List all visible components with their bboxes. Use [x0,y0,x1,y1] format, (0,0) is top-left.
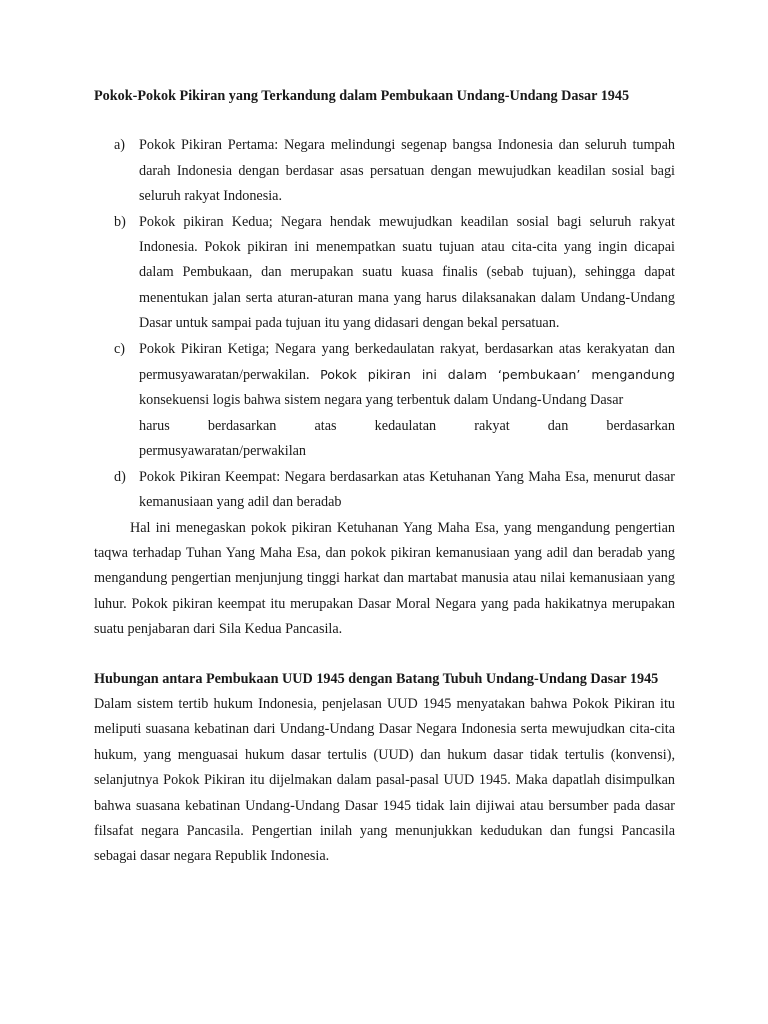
handwritten-text: Pokok pikiran ini dalam ‘pembukaan’ mengandung [320,367,675,383]
section-heading: Hubungan antara Pembukaan UUD 1945 dengan Batang Tubuh Undang-Undang Dasar 1945 [94,670,659,687]
list-marker: a) [114,137,126,154]
list-item-text: Pokok Pikiran Keempat: Negara berdasarkan atas Ketuhanan Yang Maha Esa, menurut dasar kemanusiaan yang adil dan beradab [139,468,675,511]
word: berdasarkan [207,417,277,434]
document-page [94,84,675,870]
justified-line [139,414,675,439]
list-item-text: konsekuensi logis bahwa sistem negara yang terbentuk dalam Undang-Undang Dasar [139,392,624,409]
word: kedaulatan [374,417,437,434]
word: rakyat [474,417,510,434]
list-marker: d) [114,468,126,485]
list-item [94,133,675,209]
list-item-text: Pokok Pikiran Pertama: Negara melindungi segenap bangsa Indonesia dan seluruh tumpah darah Indonesia dengan berdasar asas persatuan dengan mewujudkan keadilan sosial bagi seluruh rakyat Indonesia. [139,137,675,205]
list-item [94,210,675,337]
list-item [94,337,675,465]
document-title: Pokok-Pokok Pikiran yang Terkandung dalam Pembukaan Undang-Undang Dasar 1945 [94,88,630,104]
list-item-text: Pokok Pikiran Ketiga; Negara yang berkedaulatan rakyat, berdasarkan atas kerakyatan dan permusyawaratan/perwakilan. [139,340,675,384]
paragraph: Dalam sistem tertib hukum Indonesia, penjelasan UUD 1945 menyatakan bahwa Pokok Pikiran itu meliputi suasana kebatinan dari Undang-Undang Dasar Negara Indonesia serta mewujudkan cita-cita hukum, yang menguasai hukum dasar tertulis (UUD) dan hukum dasar tidak tertulis (konvensi), selanjutnya Pokok Pikiran itu dijelmakan dalam pasal-pasal UUD 1945. Maka dapatlah disimpulkan bahwa suasana kebatinan Undang-Undang Dasar 1945 tidak lain dijiwai atau bersumber pada dasar filsafat negara Pancasila. Pengertian inilah yang menunjukkan kedudukan dan fungsi Pancasila sebagai dasar negara Republik Indonesia. [94,695,675,865]
list-marker: c) [114,340,126,357]
list-marker: b) [114,213,126,230]
word: harus [139,417,170,434]
paragraph: Hal ini menegaskan pokok pikiran Ketuhanan Yang Maha Esa, yang mengandung pengertian taqwa terhadap Tuhan Yang Maha Esa, dan pokok pikiran kemanusiaan yang adil dan beradab yang mengandung pengertian menjunjung tinggi harkat dan martabat manusia atau nilai kemanusiaan yang luhur. Pokok pikiran keempat itu merupakan Dasar Moral Negara yang pada hakikatnya merupakan suatu penjabaran dari Sila Kedua Pancasila. [94,519,675,638]
word: dan [547,417,569,434]
pokok-pikiran-list [94,133,675,515]
list-item [94,465,675,516]
list-item-text: permusyawaratan/perwakilan [139,443,307,460]
list-item-text: Pokok pikiran Kedua; Negara hendak mewujudkan keadilan sosial bagi seluruh rakyat Indonesia. Pokok pikiran ini menempatkan suatu tujuan atau cita-cita yang ingin dicapai dalam Pembukaan, dan merupakan suatu kuasa finalis (sebab tujuan), sehingga dapat menentukan jalan serta aturan-aturan mana yang harus dilaksanakan dalam Undang-Undang Dasar untuk sampai pada tujuan itu yang didasari dengan bekal persatuan. [139,213,675,332]
word: atas [314,417,337,434]
word: berdasarkan [606,417,675,434]
